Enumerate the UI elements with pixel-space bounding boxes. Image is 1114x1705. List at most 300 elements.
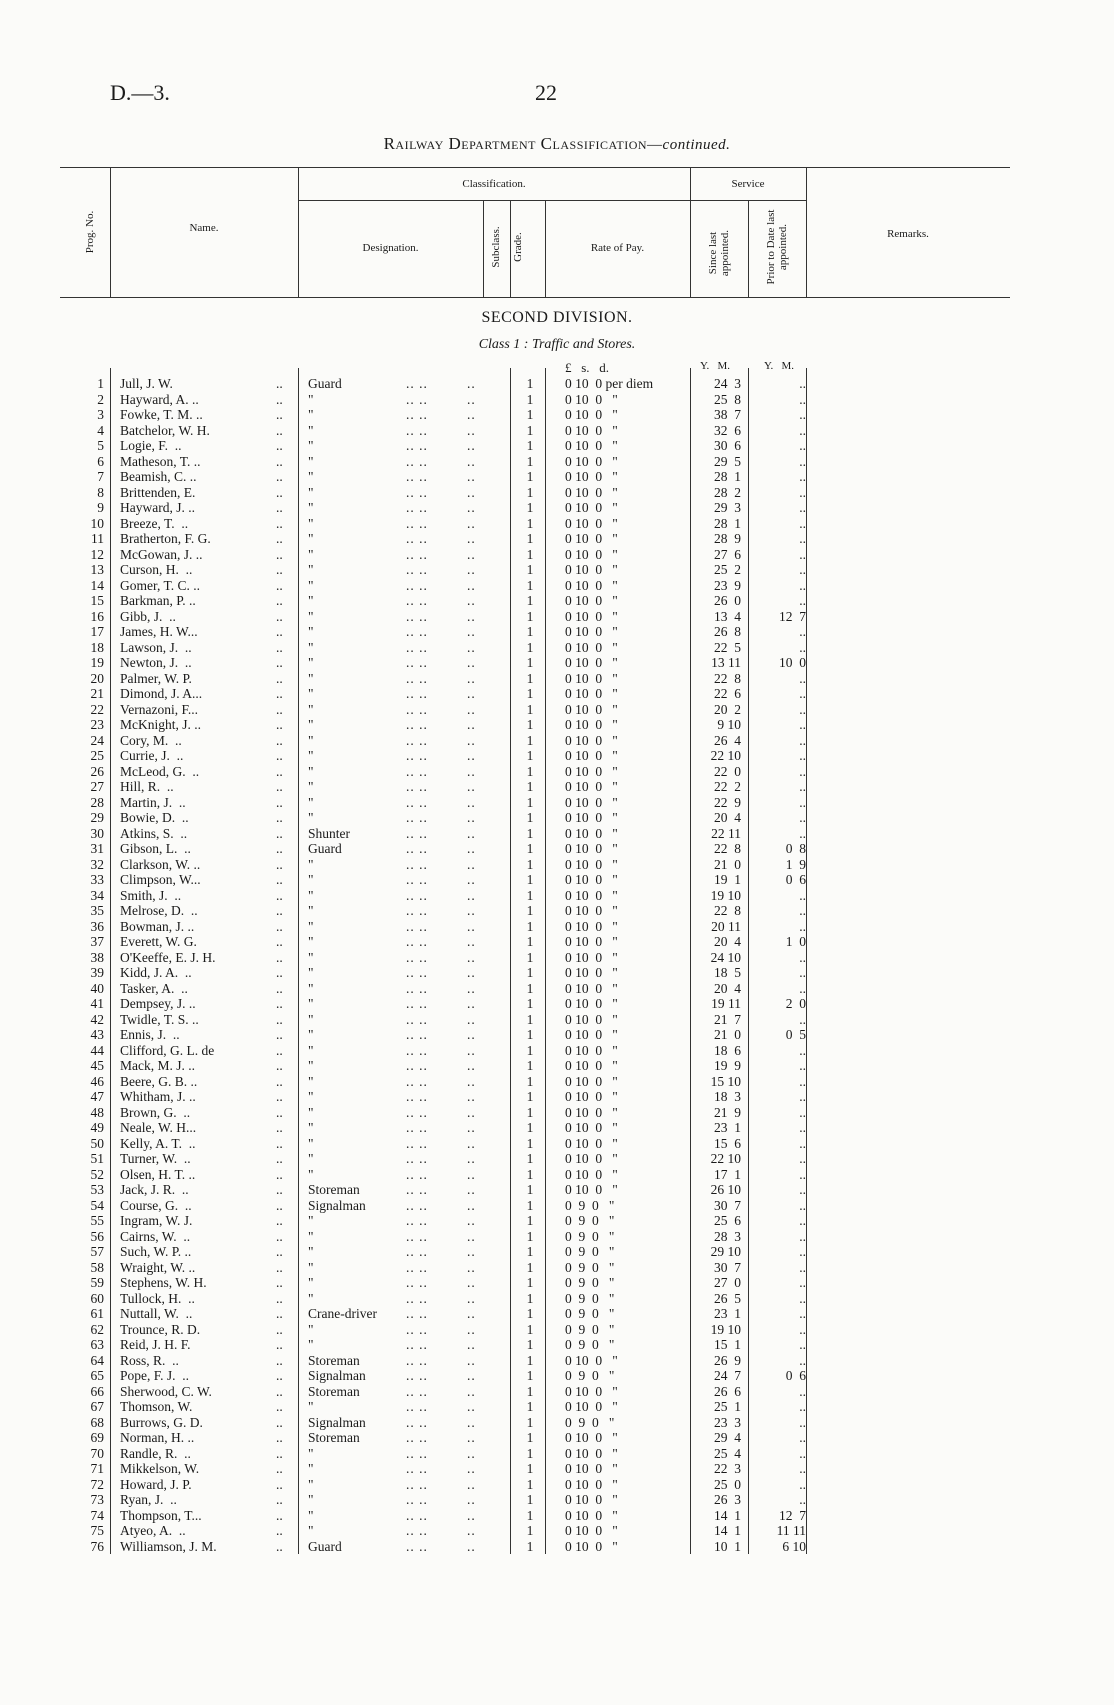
since-last-cell: 22 6 bbox=[714, 686, 741, 701]
designation-cell: " bbox=[308, 686, 314, 701]
rate-of-pay-cell: 0 10 0 " bbox=[565, 949, 618, 965]
leader-dots: .. bbox=[276, 1259, 283, 1275]
grade-cell: 1 bbox=[526, 1104, 534, 1120]
grade-cell: 1 bbox=[526, 1166, 534, 1182]
prog-no-cell: 13 bbox=[90, 562, 104, 577]
designation-cell: " bbox=[308, 655, 314, 670]
subclass-cell: .. bbox=[467, 779, 476, 794]
grade-cell: 1 bbox=[526, 1058, 534, 1073]
table-row bbox=[0, 609, 1114, 625]
leader-dots: .. .. bbox=[406, 1306, 428, 1321]
prior-to-date-cell: .. bbox=[799, 1166, 806, 1182]
name-cell: Thompson, T... bbox=[120, 1507, 202, 1523]
prog-no-cell: 36 bbox=[90, 918, 104, 934]
prior-to-date-cell: .. bbox=[799, 469, 806, 484]
prog-no-cell: 70 bbox=[90, 1445, 104, 1461]
table-row bbox=[0, 717, 1114, 733]
since-last-cell: 22 8 bbox=[714, 670, 741, 686]
leader-dots: .. .. bbox=[406, 484, 428, 500]
grade-cell: 1 bbox=[526, 562, 534, 577]
name-cell: Williamson, J. M. bbox=[120, 1538, 217, 1554]
table-row bbox=[0, 686, 1114, 702]
designation-cell: Guard bbox=[308, 1538, 342, 1554]
subclass-cell: .. bbox=[467, 1213, 476, 1228]
designation-cell: " bbox=[308, 577, 314, 593]
name-cell: Melrose, D. .. bbox=[120, 903, 198, 918]
prior-to-date-cell: 1 0 bbox=[785, 934, 806, 949]
grade-cell: 1 bbox=[526, 1368, 534, 1383]
leader-dots: .. bbox=[276, 1383, 283, 1399]
subclass-cell: .. bbox=[467, 1182, 476, 1197]
table-row bbox=[0, 779, 1114, 795]
leader-dots: .. bbox=[276, 779, 283, 794]
prior-to-date-cell: 0 6 bbox=[785, 1368, 806, 1383]
designation-cell: " bbox=[308, 1244, 314, 1259]
table-row bbox=[0, 1012, 1114, 1028]
prior-to-date-cell: .. bbox=[799, 1383, 806, 1399]
prog-no-cell: 1 bbox=[97, 376, 104, 391]
prog-no-cell: 65 bbox=[90, 1368, 104, 1383]
prog-no-cell: 41 bbox=[90, 996, 104, 1011]
rate-of-pay-cell: 0 10 0 " bbox=[565, 748, 618, 763]
rate-of-pay-cell: 0 10 0 " bbox=[565, 856, 618, 872]
since-last-cell: 27 6 bbox=[714, 546, 741, 562]
name-cell: Brittenden, E. bbox=[120, 484, 196, 500]
leader-dots: .. bbox=[276, 422, 283, 438]
subclass-cell: .. bbox=[467, 422, 476, 438]
division-heading: SECOND DIVISION. bbox=[481, 309, 633, 326]
prior-to-date-cell: .. bbox=[799, 717, 806, 732]
table-row bbox=[0, 903, 1114, 919]
leader-dots: .. .. bbox=[406, 1120, 428, 1135]
subclass-cell: .. bbox=[467, 996, 476, 1011]
grade-cell: 1 bbox=[526, 1151, 534, 1166]
designation-cell: " bbox=[308, 996, 314, 1011]
since-last-cell: 30 7 bbox=[714, 1259, 741, 1275]
leader-dots: .. .. bbox=[406, 593, 428, 608]
name-cell: Trounce, R. D. bbox=[120, 1321, 201, 1337]
grade-cell: 1 bbox=[526, 1461, 534, 1476]
prior-to-date-cell: .. bbox=[799, 376, 806, 391]
grade-cell: 1 bbox=[526, 1197, 534, 1213]
leader-dots: .. bbox=[276, 624, 283, 639]
grade-cell: 1 bbox=[526, 887, 534, 903]
prog-no-cell: 28 bbox=[90, 794, 104, 810]
grade-cell: 1 bbox=[526, 655, 534, 670]
rate-of-pay-cell: 0 10 0 " bbox=[565, 1492, 618, 1507]
since-last-cell: 26 5 bbox=[714, 1290, 741, 1306]
since-last-cell: 9 10 bbox=[717, 717, 741, 732]
name-cell: Pope, F. J. .. bbox=[120, 1368, 190, 1383]
leader-dots: .. .. bbox=[406, 1399, 428, 1414]
subclass-cell: .. bbox=[467, 686, 476, 701]
leader-dots: .. bbox=[276, 903, 283, 918]
grade-cell: 1 bbox=[526, 1476, 534, 1492]
leader-dots: .. bbox=[276, 1368, 283, 1383]
leader-dots: .. bbox=[276, 701, 283, 717]
since-last-cell: 19 10 bbox=[710, 887, 741, 903]
designation-cell: " bbox=[308, 422, 314, 438]
name-cell: Fowke, T. M. .. bbox=[120, 407, 203, 422]
since-last-cell: 21 0 bbox=[714, 1027, 741, 1042]
prog-no-cell: 31 bbox=[90, 841, 104, 856]
leader-dots: .. bbox=[276, 1228, 283, 1244]
rate-of-pay-cell: 0 10 0 " bbox=[565, 1461, 618, 1476]
rate-of-pay-cell: 0 9 0 " bbox=[565, 1306, 615, 1321]
designation-cell: " bbox=[308, 1290, 314, 1306]
prog-no-cell: 14 bbox=[90, 577, 104, 593]
rate-of-pay-cell: 0 10 0 " bbox=[565, 407, 618, 422]
since-last-cell: 28 9 bbox=[714, 531, 741, 546]
prog-no-cell: 71 bbox=[90, 1461, 104, 1476]
table-row bbox=[0, 996, 1114, 1012]
leader-dots: .. .. bbox=[406, 1538, 428, 1554]
grade-cell: 1 bbox=[526, 500, 534, 515]
class-heading: Class 1 : Traffic and Stores. bbox=[478, 337, 636, 352]
leader-dots: .. .. bbox=[406, 841, 428, 856]
subclass-cell: .. bbox=[467, 531, 476, 546]
leader-dots: .. .. bbox=[406, 1135, 428, 1151]
grade-cell: 1 bbox=[526, 407, 534, 422]
leader-dots: .. .. bbox=[406, 748, 428, 763]
since-last-cell: 15 6 bbox=[714, 1135, 741, 1151]
name-cell: Hill, R. .. bbox=[120, 779, 174, 794]
table-row bbox=[0, 857, 1114, 873]
rate-of-pay-cell: 0 10 0 " bbox=[565, 1182, 618, 1197]
rate-of-pay-header: Rate of Pay. bbox=[590, 242, 645, 254]
rate-of-pay-cell: 0 10 0 " bbox=[565, 1089, 618, 1104]
name-cell: Logie, F. .. bbox=[120, 438, 182, 453]
prog-no-cell: 69 bbox=[90, 1430, 104, 1445]
prior-to-date-cell: .. bbox=[799, 965, 806, 980]
leader-dots: .. bbox=[276, 1011, 283, 1027]
prior-to-date-cell: .. bbox=[799, 1259, 806, 1275]
prior-to-date-cell: .. bbox=[799, 1337, 806, 1352]
table-row bbox=[0, 1182, 1114, 1198]
remarks-header: Remarks. bbox=[887, 228, 929, 240]
rate-of-pay-cell: 0 10 0 " bbox=[565, 1011, 618, 1027]
since-last-cell: 26 8 bbox=[714, 624, 741, 639]
since-last-cell: 28 3 bbox=[714, 1228, 741, 1244]
prog-no-cell: 44 bbox=[90, 1042, 104, 1058]
name-cell: Vernazoni, F... bbox=[120, 701, 199, 717]
designation-cell: " bbox=[308, 562, 314, 577]
table-row bbox=[0, 454, 1114, 470]
prior-to-date-header: Prior to Date last appointed. bbox=[765, 209, 789, 285]
since-last-cell: 22 11 bbox=[711, 825, 741, 841]
name-cell: Beere, G. B. .. bbox=[120, 1073, 198, 1089]
prog-no-cell: 45 bbox=[90, 1058, 104, 1073]
name-cell: Currie, J. .. bbox=[120, 748, 184, 763]
table-row bbox=[0, 1043, 1114, 1059]
designation-cell: Signalman bbox=[308, 1368, 366, 1383]
since-last-cell: 29 3 bbox=[714, 500, 741, 515]
leader-dots: .. .. bbox=[406, 655, 428, 670]
since-last-cell: 15 10 bbox=[710, 1073, 741, 1089]
leader-dots: .. .. bbox=[406, 763, 428, 779]
prog-no-cell: 18 bbox=[90, 639, 104, 655]
subclass-cell: .. bbox=[467, 934, 476, 949]
since-last-cell: 22 5 bbox=[714, 639, 741, 655]
designation-cell: " bbox=[308, 1461, 314, 1476]
since-last-cell: 19 1 bbox=[714, 872, 741, 887]
leader-dots: .. bbox=[276, 1089, 283, 1104]
grade-cell: 1 bbox=[526, 810, 534, 825]
prior-to-date-cell: .. bbox=[799, 500, 806, 515]
leader-dots: .. bbox=[276, 1352, 283, 1368]
prior-to-date-cell: .. bbox=[799, 546, 806, 562]
leader-dots: .. bbox=[276, 500, 283, 515]
prog-no-cell: 51 bbox=[90, 1151, 104, 1166]
table-row bbox=[0, 872, 1114, 888]
leader-dots: .. .. bbox=[406, 1089, 428, 1104]
designation-cell: " bbox=[308, 1213, 314, 1228]
leader-dots: .. .. bbox=[406, 1151, 428, 1166]
subclass-cell: .. bbox=[467, 1538, 476, 1554]
prior-to-date-cell: .. bbox=[799, 1399, 806, 1414]
name-cell: Kidd, J. A. .. bbox=[120, 965, 192, 980]
leader-dots: .. .. bbox=[406, 1259, 428, 1275]
table-row bbox=[0, 965, 1114, 981]
designation-cell: " bbox=[308, 1058, 314, 1073]
since-last-cell: 22 8 bbox=[714, 903, 741, 918]
grade-cell: 1 bbox=[526, 717, 534, 732]
table-row bbox=[0, 624, 1114, 640]
prior-to-date-cell: .. bbox=[799, 763, 806, 779]
prog-no-cell: 35 bbox=[90, 903, 104, 918]
subclass-cell: .. bbox=[467, 748, 476, 763]
prior-to-date-cell: .. bbox=[799, 670, 806, 686]
grade-cell: 1 bbox=[526, 1321, 534, 1337]
rate-of-pay-cell: 0 9 0 " bbox=[565, 1368, 615, 1383]
subclass-cell: .. bbox=[467, 763, 476, 779]
prior-to-date-cell: 11 11 bbox=[776, 1523, 806, 1538]
leader-dots: .. .. bbox=[406, 1228, 428, 1244]
prog-no-header: Prog. No. bbox=[84, 210, 96, 254]
grade-cell: 1 bbox=[526, 484, 534, 500]
prior-to-date-cell: 12 7 bbox=[779, 608, 806, 624]
table-row bbox=[0, 1461, 1114, 1477]
designation-cell: " bbox=[308, 872, 314, 887]
table-row bbox=[0, 1430, 1114, 1446]
grade-cell: 1 bbox=[526, 934, 534, 949]
leader-dots: .. bbox=[276, 1321, 283, 1337]
subclass-cell: .. bbox=[467, 1151, 476, 1166]
name-cell: Burrows, G. D. bbox=[120, 1414, 203, 1430]
prior-to-date-cell: .. bbox=[799, 825, 806, 841]
designation-cell: " bbox=[308, 1089, 314, 1104]
grade-cell: 1 bbox=[526, 453, 534, 469]
prior-to-date-cell: .. bbox=[799, 639, 806, 655]
table-row bbox=[0, 934, 1114, 950]
leader-dots: .. .. bbox=[406, 1321, 428, 1337]
grade-cell: 1 bbox=[526, 763, 534, 779]
prior-to-date-cell: .. bbox=[799, 980, 806, 996]
designation-cell: " bbox=[308, 670, 314, 686]
prior-to-date-cell: .. bbox=[799, 1244, 806, 1259]
leader-dots: .. .. bbox=[406, 887, 428, 903]
subclass-cell: .. bbox=[467, 1383, 476, 1399]
designation-cell: " bbox=[308, 500, 314, 515]
grade-cell: 1 bbox=[526, 1011, 534, 1027]
grade-cell: 1 bbox=[526, 1073, 534, 1089]
leader-dots: .. bbox=[276, 1507, 283, 1523]
rate-of-pay-cell: 0 10 0 " bbox=[565, 887, 618, 903]
designation-cell: " bbox=[308, 1523, 314, 1538]
grade-cell: 1 bbox=[526, 624, 534, 639]
prior-to-date-cell: .. bbox=[799, 1089, 806, 1104]
prog-no-cell: 29 bbox=[90, 810, 104, 825]
designation-cell: Storeman bbox=[308, 1352, 360, 1368]
prog-no-cell: 46 bbox=[90, 1073, 104, 1089]
name-cell: Gibb, J. .. bbox=[120, 608, 176, 624]
leader-dots: .. bbox=[276, 453, 283, 469]
table-row bbox=[0, 376, 1114, 392]
prog-no-cell: 23 bbox=[90, 717, 104, 732]
since-last-cell: 30 7 bbox=[714, 1197, 741, 1213]
table-row bbox=[0, 841, 1114, 857]
table-row bbox=[0, 702, 1114, 718]
prog-no-cell: 62 bbox=[90, 1321, 104, 1337]
grade-cell: 1 bbox=[526, 1290, 534, 1306]
table-row bbox=[0, 1477, 1114, 1493]
prog-no-cell: 59 bbox=[90, 1275, 104, 1290]
prog-no-cell: 17 bbox=[90, 624, 104, 639]
rate-of-pay-cell: 0 10 0 " bbox=[565, 980, 618, 996]
table-row bbox=[0, 516, 1114, 532]
prior-to-date-cell: .. bbox=[799, 949, 806, 965]
since-last-cell: 24 3 bbox=[714, 376, 741, 391]
leader-dots: .. .. bbox=[406, 1182, 428, 1197]
prog-no-cell: 76 bbox=[90, 1538, 104, 1554]
leader-dots: .. .. bbox=[406, 577, 428, 593]
name-cell: Tullock, H. .. bbox=[120, 1290, 195, 1306]
leader-dots: .. bbox=[276, 407, 283, 422]
table-row bbox=[0, 1198, 1114, 1214]
prog-no-cell: 33 bbox=[90, 872, 104, 887]
name-cell: Hayward, A. .. bbox=[120, 391, 199, 407]
subclass-cell: .. bbox=[467, 391, 476, 407]
designation-cell: " bbox=[308, 1166, 314, 1182]
subclass-cell: .. bbox=[467, 1352, 476, 1368]
classification-rule bbox=[298, 200, 690, 201]
rate-of-pay-cell: 0 10 0 " bbox=[565, 655, 618, 670]
rate-of-pay-cell: 0 10 0 " bbox=[565, 624, 618, 639]
table-row bbox=[0, 1151, 1114, 1167]
since-last-cell: 17 1 bbox=[714, 1166, 741, 1182]
prior-to-date-cell: .. bbox=[799, 1120, 806, 1135]
rate-of-pay-cell: 0 10 0 " bbox=[565, 1058, 618, 1073]
designation-cell: " bbox=[308, 391, 314, 407]
prog-no-cell: 47 bbox=[90, 1089, 104, 1104]
prior-to-date-cell: .. bbox=[799, 1151, 806, 1166]
prior-to-date-cell: 10 0 bbox=[779, 655, 806, 670]
grade-cell: 1 bbox=[526, 1538, 534, 1554]
rate-of-pay-cell: 0 10 0 " bbox=[565, 1383, 618, 1399]
designation-cell: " bbox=[308, 531, 314, 546]
subclass-cell: .. bbox=[467, 1073, 476, 1089]
designation-cell: Storeman bbox=[308, 1383, 360, 1399]
prior-to-date-cell: .. bbox=[799, 391, 806, 407]
prior-to-date-cell: .. bbox=[799, 422, 806, 438]
table-row bbox=[0, 1120, 1114, 1136]
rate-of-pay-cell: 0 10 0 " bbox=[565, 1507, 618, 1523]
designation-cell: Guard bbox=[308, 841, 342, 856]
rate-of-pay-cell: 0 10 0 " bbox=[565, 546, 618, 562]
grade-cell: 1 bbox=[526, 1089, 534, 1104]
since-last-cell: 22 8 bbox=[714, 841, 741, 856]
table-row bbox=[0, 1492, 1114, 1508]
header-top-rule bbox=[60, 167, 1010, 168]
subclass-cell: .. bbox=[467, 1445, 476, 1461]
leader-dots: .. bbox=[276, 825, 283, 841]
prior-to-date-cell: 12 7 bbox=[779, 1507, 806, 1523]
name-cell: Randle, R. .. bbox=[120, 1445, 191, 1461]
prog-no-cell: 54 bbox=[90, 1197, 104, 1213]
rate-of-pay-cell: 0 10 0 " bbox=[565, 763, 618, 779]
rate-of-pay-cell: 0 10 0 " bbox=[565, 732, 618, 748]
leader-dots: .. bbox=[276, 732, 283, 748]
name-cell: Ross, R. .. bbox=[120, 1352, 179, 1368]
leader-dots: .. .. bbox=[406, 1213, 428, 1228]
designation-cell: " bbox=[308, 949, 314, 965]
rate-of-pay-cell: 0 10 0 " bbox=[565, 562, 618, 577]
leader-dots: .. .. bbox=[406, 422, 428, 438]
name-cell: Gibson, L. .. bbox=[120, 841, 191, 856]
table-row bbox=[0, 888, 1114, 904]
prog-no-cell: 5 bbox=[97, 438, 104, 453]
leader-dots: .. .. bbox=[406, 949, 428, 965]
page-number: 22 bbox=[535, 80, 557, 105]
rate-of-pay-cell: 0 10 0 " bbox=[565, 903, 618, 918]
name-cell: Cory, M. .. bbox=[120, 732, 182, 748]
leader-dots: .. bbox=[276, 438, 283, 453]
grade-cell: 1 bbox=[526, 391, 534, 407]
name-cell: Bratherton, F. G. bbox=[120, 531, 211, 546]
table-row bbox=[0, 1399, 1114, 1415]
since-last-cell: 23 1 bbox=[714, 1120, 741, 1135]
prog-no-cell: 75 bbox=[90, 1523, 104, 1538]
name-cell: Howard, J. P. bbox=[120, 1476, 192, 1492]
subclass-cell: .. bbox=[467, 1011, 476, 1027]
subclass-cell: .. bbox=[467, 903, 476, 918]
name-cell: Jull, J. W. bbox=[120, 376, 173, 391]
leader-dots: .. .. bbox=[406, 918, 428, 934]
grade-cell: 1 bbox=[526, 1027, 534, 1042]
leader-dots: .. .. bbox=[406, 1430, 428, 1445]
subclass-cell: .. bbox=[467, 639, 476, 655]
rate-of-pay-cell: 0 10 0 " bbox=[565, 1523, 618, 1538]
grade-cell: 1 bbox=[526, 376, 534, 391]
name-header: Name. bbox=[189, 222, 219, 234]
rate-of-pay-cell: 0 9 0 " bbox=[565, 1290, 615, 1306]
leader-dots: .. .. bbox=[406, 1414, 428, 1430]
header-bottom-rule bbox=[60, 297, 1010, 298]
designation-cell: " bbox=[308, 1228, 314, 1244]
designation-cell: " bbox=[308, 1027, 314, 1042]
leader-dots: .. bbox=[276, 593, 283, 608]
since-last-cell: 20 2 bbox=[714, 701, 741, 717]
rate-of-pay-cell: 0 9 0 " bbox=[565, 1275, 615, 1290]
grade-cell: 1 bbox=[526, 732, 534, 748]
subclass-cell: .. bbox=[467, 1120, 476, 1135]
leader-dots: .. bbox=[276, 1306, 283, 1321]
grade-cell: 1 bbox=[526, 531, 534, 546]
prog-no-cell: 24 bbox=[90, 732, 104, 748]
subclass-cell: .. bbox=[467, 655, 476, 670]
since-last-cell: 20 4 bbox=[714, 810, 741, 825]
rate-of-pay-cell: 0 10 0 " bbox=[565, 500, 618, 515]
